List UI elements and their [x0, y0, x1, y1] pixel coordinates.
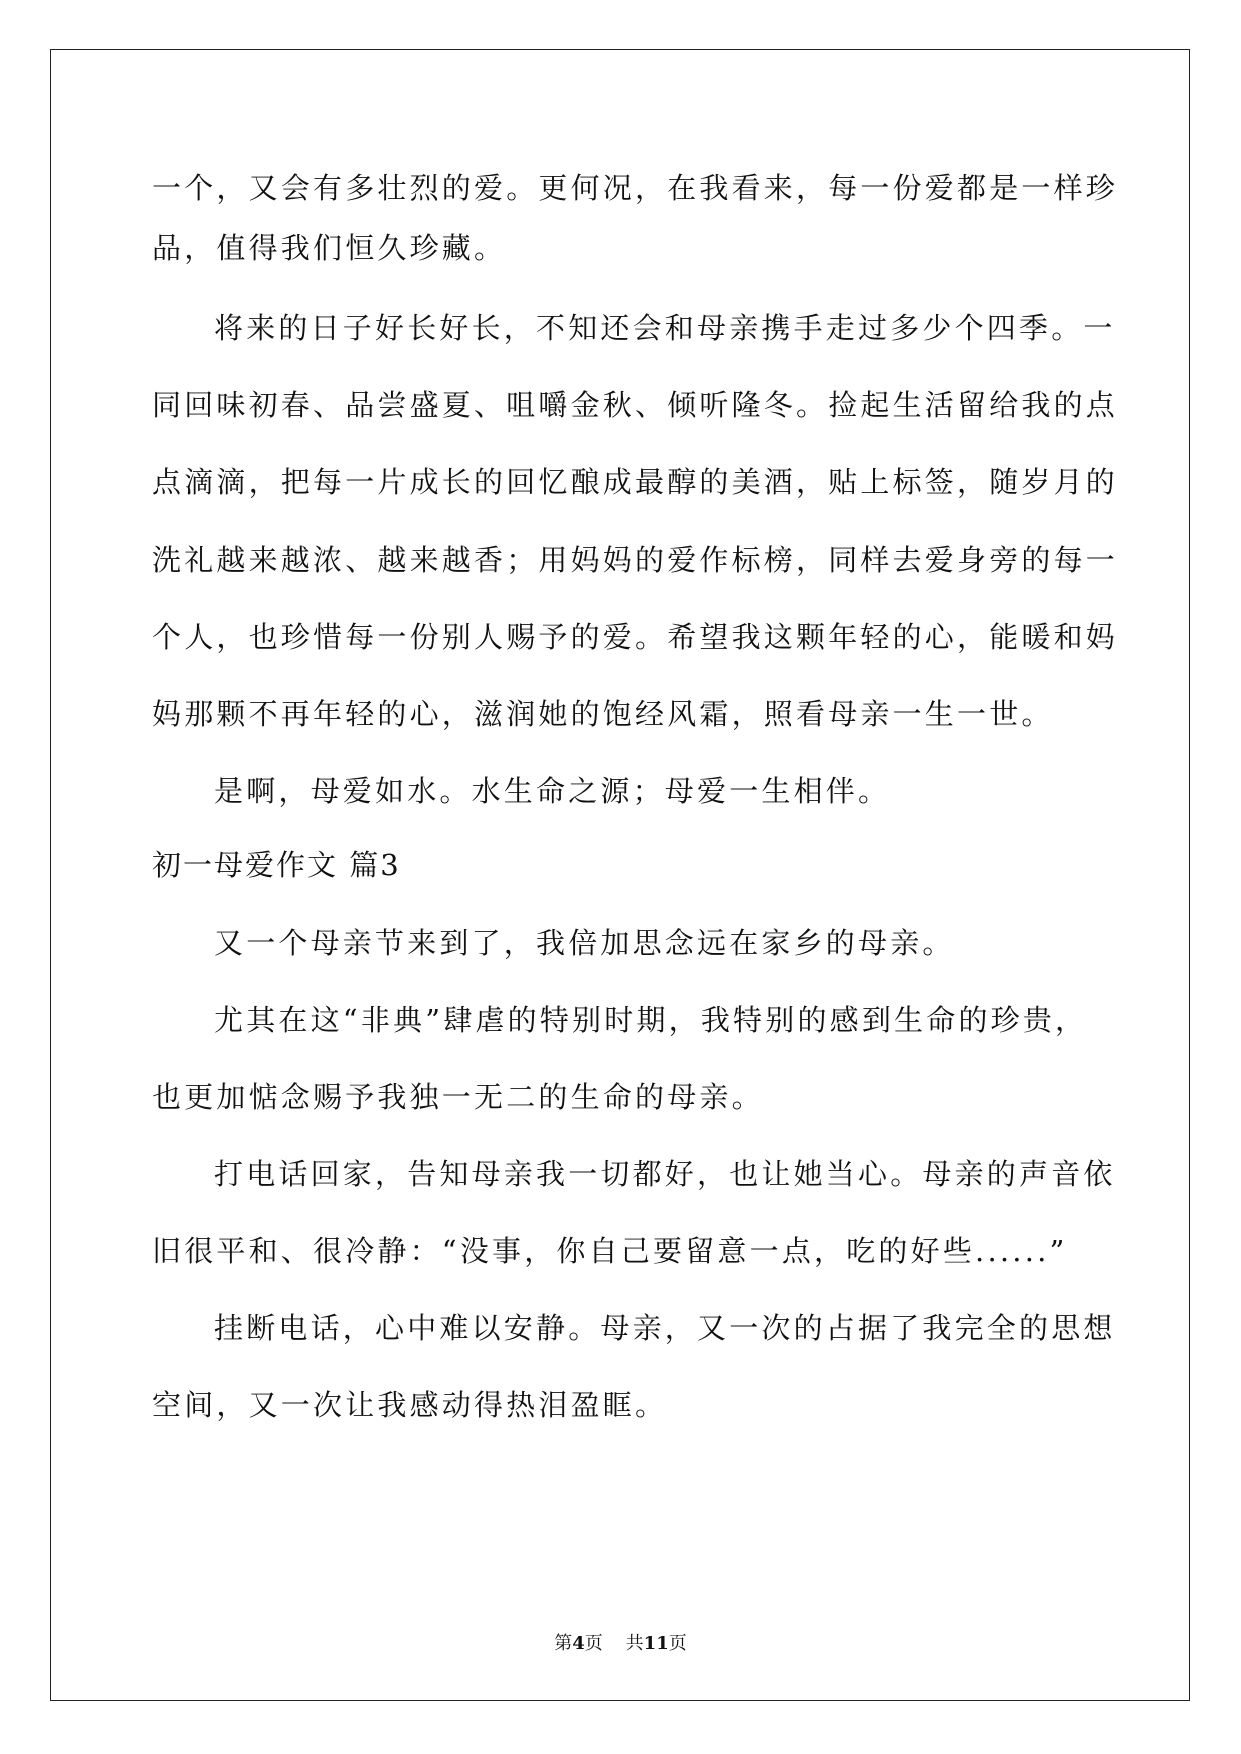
text-line: 点滴滴，把每一片成长的回忆酿成最醇的美酒，贴上标签，随岁月的	[152, 465, 1119, 499]
text-line: 空间，又一次让我感动得热泪盈眶。	[152, 1388, 668, 1422]
paragraph-start: 是啊，母爱如水。水生命之源；母爱一生相伴。	[214, 774, 891, 808]
total-pages: 11	[643, 1633, 669, 1654]
total-prefix: 共	[625, 1633, 644, 1654]
page-number: 4	[572, 1633, 585, 1654]
paragraph-start: 打电话回家，告知母亲我一切都好，也让她当心。母亲的声音依	[214, 1157, 1116, 1191]
text-line: 也更加惦念赐予我独一无二的生命的母亲。	[152, 1080, 764, 1114]
page-footer	[0, 1632, 1241, 1656]
section-heading: 初一母爱作文 篇3	[152, 848, 401, 882]
text-line: 妈那颗不再年轻的心，滋润她的饱经风霜，照看母亲一生一世。	[152, 697, 1054, 731]
paragraph-start: 尤其在这“非典”肆虐的特别时期，我特别的感到生命的珍贵，	[214, 1003, 1088, 1037]
text-line: 品，值得我们恒久珍藏。	[152, 231, 507, 265]
text-line: 同回味初春、品尝盛夏、咀嚼金秋、倾听隆冬。捡起生活留给我的点	[152, 388, 1119, 422]
page-unit: 页	[584, 1633, 603, 1654]
text-line: 洗礼越来越浓、越来越香；用妈妈的爱作标榜，同样去爱身旁的每一	[152, 543, 1119, 577]
paragraph-start: 挂断电话，心中难以安静。母亲，又一次的占据了我完全的思想	[214, 1311, 1116, 1345]
paragraph-start: 将来的日子好长好长，不知还会和母亲携手走过多少个四季。一	[214, 311, 1116, 345]
text-line: 个人，也珍惜每一份别人赐予的爱。希望我这颗年轻的心，能暖和妈	[152, 620, 1119, 654]
paragraph-start: 又一个母亲节来到了，我倍加思念远在家乡的母亲。	[214, 926, 955, 960]
text-line: 一个，又会有多壮烈的爱。更何况，在我看来，每一份爱都是一样珍	[152, 171, 1119, 205]
total-unit: 页	[668, 1633, 687, 1654]
text-line: 旧很平和、很冷静：“没事，你自己要留意一点，吃的好些......”	[152, 1234, 1068, 1268]
page-prefix: 第	[554, 1633, 573, 1654]
